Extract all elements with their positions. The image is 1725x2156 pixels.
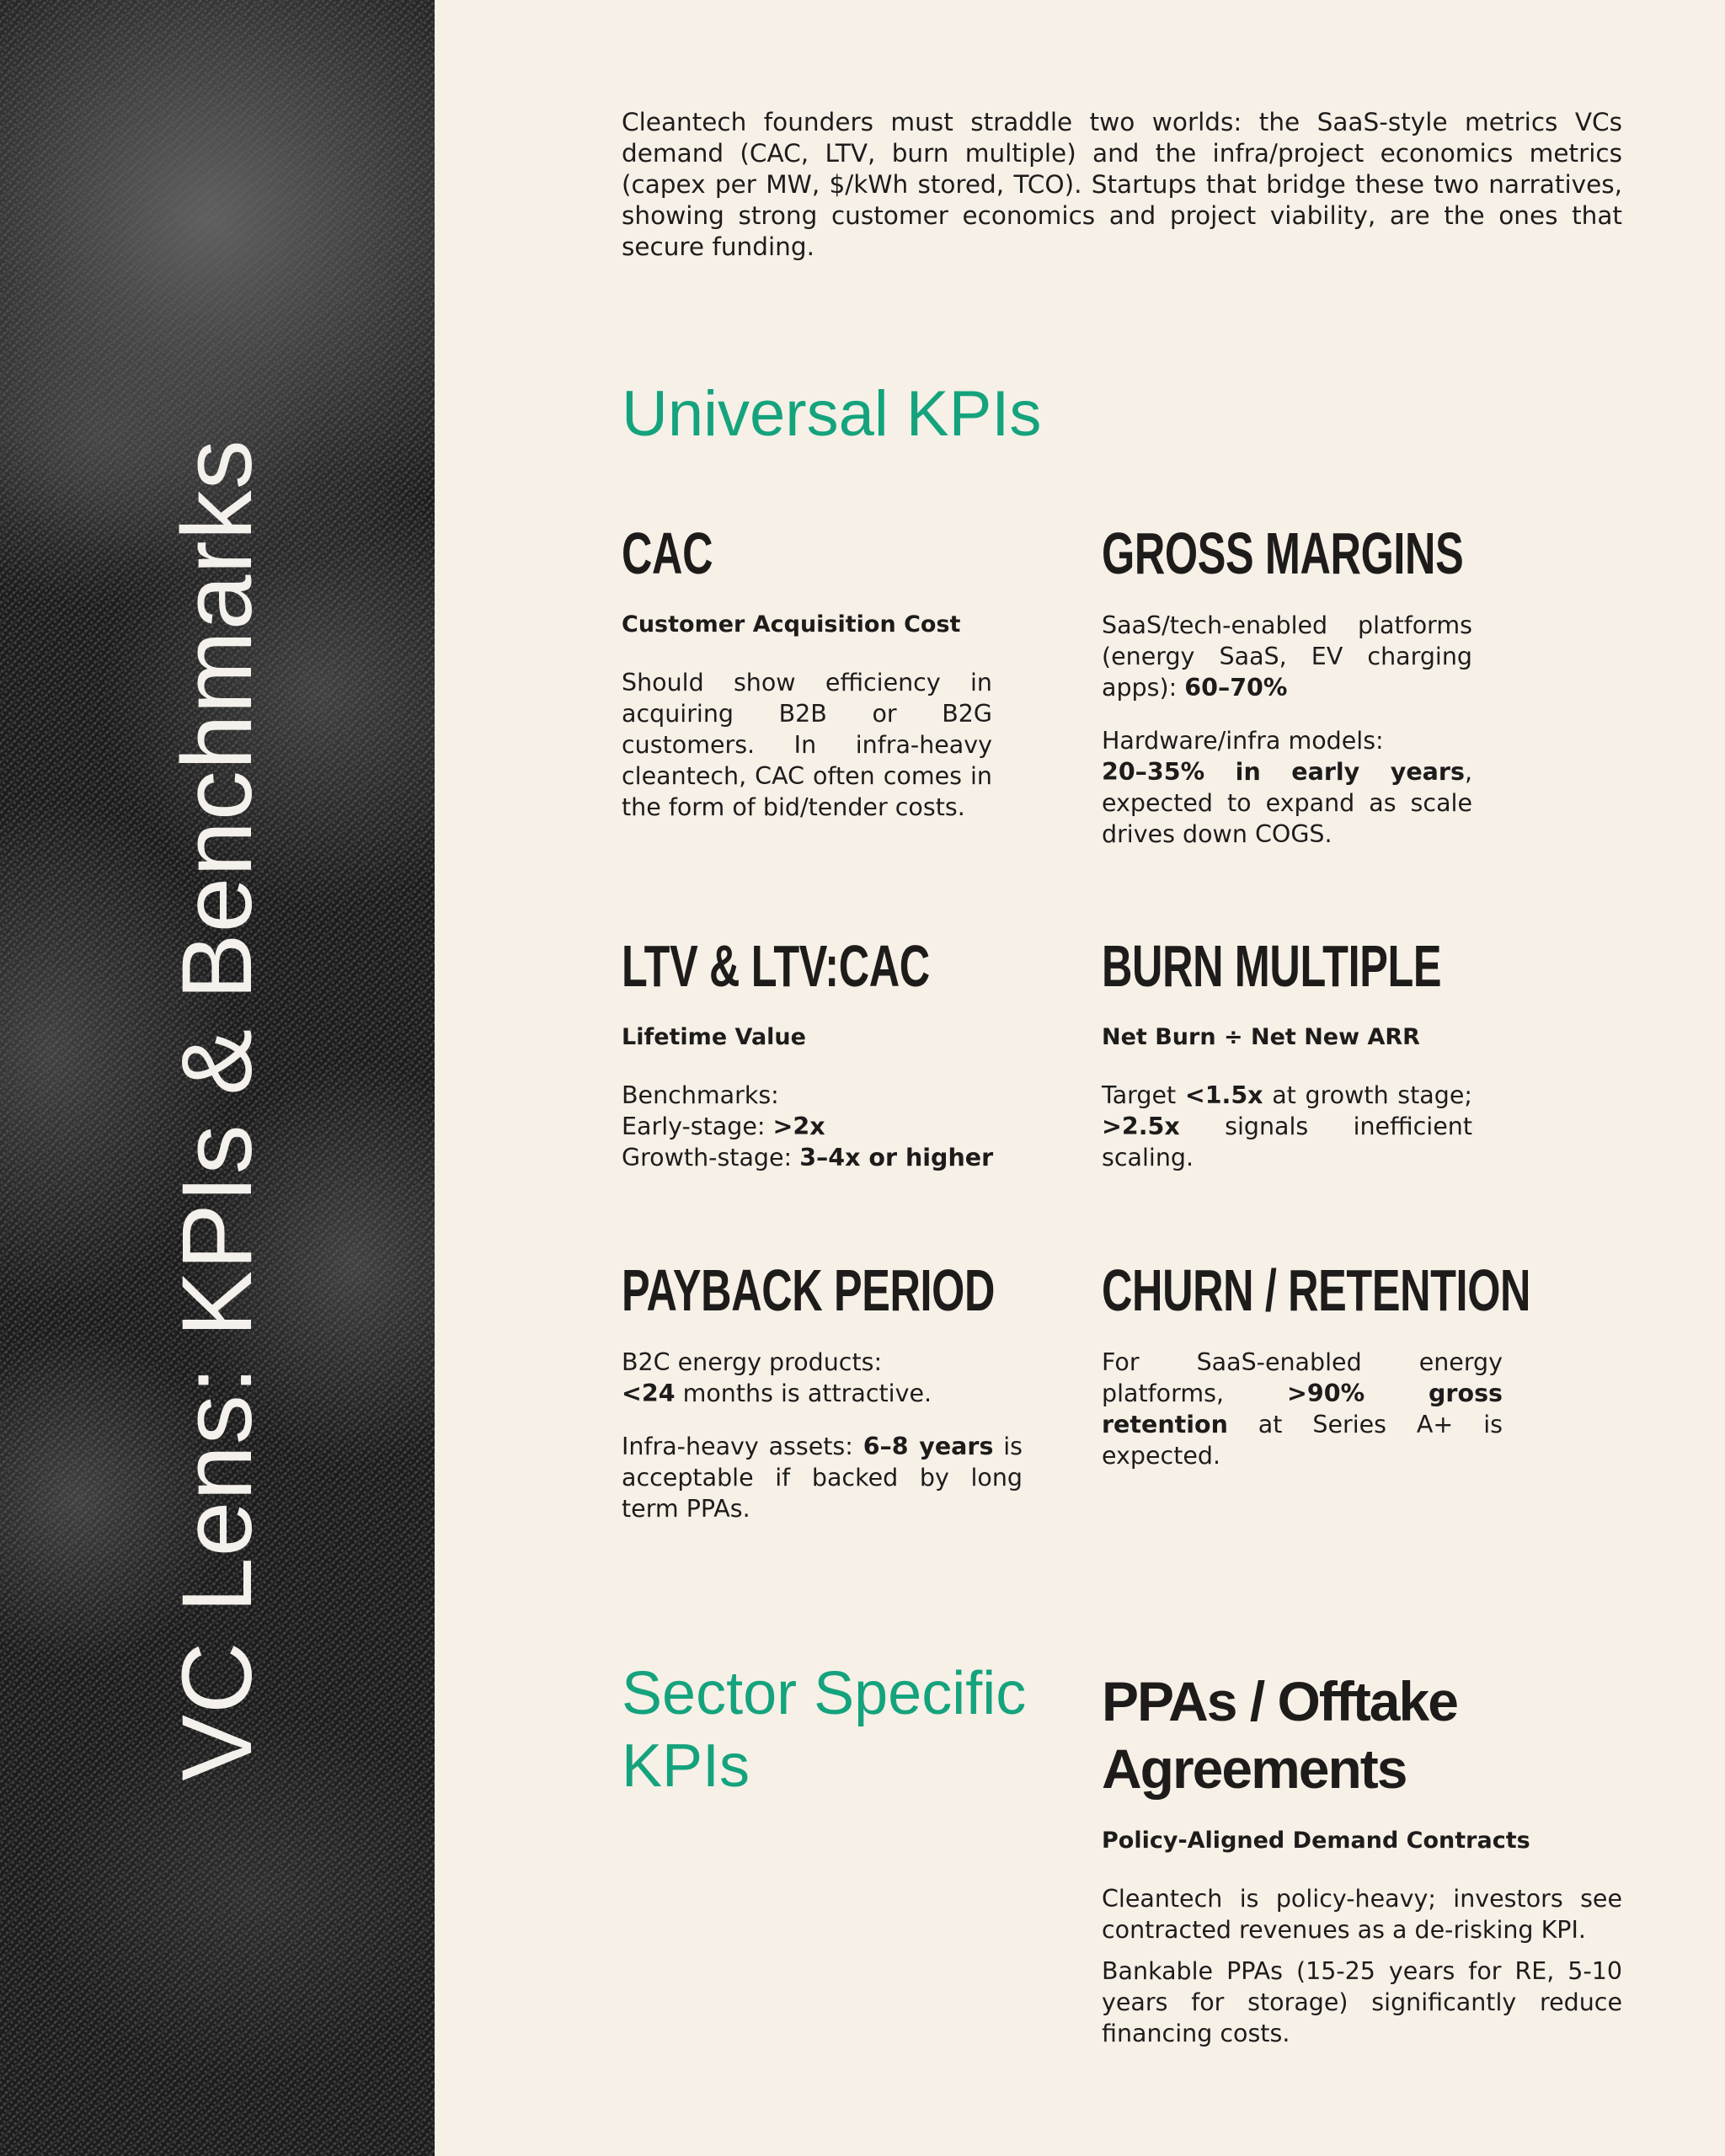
text: Growth-stage: bbox=[622, 1144, 800, 1171]
text: is acceptable if backed by long term PPAs. bbox=[622, 1433, 1023, 1523]
kpi-body bbox=[622, 1431, 1023, 1524]
kpi-body: Bankable PPAs (15-25 years for RE, 5-10 years for storage) significantly reduce financing costs. bbox=[1102, 1957, 1622, 2047]
kpi-body bbox=[1102, 1080, 1472, 1173]
kpi-heading: PAYBACK PERIOD bbox=[622, 1257, 996, 1323]
text: Early-stage: bbox=[622, 1113, 773, 1140]
kpi-body: Should show efficiency in acquiring B2B or B2G customers. In infra-heavy cleantech, CAC often comes in the form of bid/tender costs. bbox=[622, 669, 992, 821]
text: months is attractive. bbox=[675, 1380, 932, 1407]
kpi-body bbox=[622, 1378, 1023, 1409]
kpi-subtitle: Policy-Aligned Demand Contracts bbox=[1102, 1828, 1530, 1854]
kpi-subtitle: Lifetime Value bbox=[622, 1024, 806, 1050]
kpi-burn-multiple bbox=[1102, 933, 1472, 1173]
text: , expected to expand as scale drives down COGS. bbox=[1102, 758, 1472, 848]
kpi-heading: LTV & LTV:CAC bbox=[622, 933, 930, 999]
text: Target bbox=[1102, 1081, 1185, 1109]
value: 60–70% bbox=[1184, 674, 1288, 702]
text: For SaaS-enabled energy platforms, bbox=[1102, 1348, 1503, 1407]
kpi-cac bbox=[622, 520, 992, 823]
universal-kpis-title: Universal KPIs bbox=[622, 378, 1042, 450]
text: at Series A+ is expected. bbox=[1102, 1411, 1503, 1470]
kpi-body: Hardware/infra models: bbox=[1102, 727, 1384, 755]
kpi-subtitle: Customer Acquisition Cost bbox=[622, 611, 961, 638]
text: Infra-heavy assets: bbox=[622, 1433, 863, 1460]
kpi-gross-margins bbox=[1102, 520, 1472, 850]
kpi-body bbox=[622, 1111, 1060, 1142]
value: <24 bbox=[622, 1380, 676, 1407]
kpi-body bbox=[1102, 610, 1472, 703]
intro-paragraph: Cleantech founders must straddle two worlds: the SaaS-style metrics VCs demand (CAC, LTV, burn multiple) and the infra/project economics metrics (capex per MW, $/kWh stored, TCO). Startups that bridge these two narratives, showing strong customer economics and project viability, are the ones that secure funding. bbox=[622, 108, 1622, 261]
sector-kpis-title: Sector Specific KPIs bbox=[622, 1660, 1027, 1800]
kpi-churn-retention bbox=[1102, 1257, 1531, 1471]
kpi-subtitle: Net Burn ÷ Net New ARR bbox=[1102, 1024, 1420, 1050]
text: SaaS/tech-enabled platforms (energy SaaS, EV charging apps): bbox=[1102, 611, 1472, 702]
kpi-heading: CAC bbox=[622, 520, 713, 586]
side-title: VC Lens: KPIs & Benchmarks bbox=[162, 439, 273, 1781]
kpi-body: Cleantech is policy-heavy; investors see contracted revenues as a de-risking KPI. bbox=[1102, 1885, 1622, 1944]
kpi-body bbox=[1102, 756, 1472, 850]
value: >90% gross retention bbox=[1102, 1380, 1503, 1438]
value: 6–8 years bbox=[862, 1433, 994, 1460]
kpi-ppa-offtake bbox=[1102, 1668, 1622, 2049]
kpi-heading: BURN MULTIPLE bbox=[1102, 933, 1442, 999]
kpi-heading: PPAs / Offtake Agreements bbox=[1102, 1670, 1457, 1800]
kpi-body: B2C energy products: bbox=[622, 1348, 883, 1376]
kpi-ltv bbox=[622, 933, 1060, 1173]
kpi-body bbox=[1102, 1347, 1503, 1471]
value: >2.5x bbox=[1102, 1113, 1180, 1140]
value: 3–4x or higher bbox=[799, 1144, 994, 1171]
kpi-heading: CHURN / RETENTION bbox=[1102, 1257, 1531, 1323]
value: >2x bbox=[772, 1113, 825, 1140]
kpi-payback-period bbox=[622, 1257, 1023, 1524]
kpi-body bbox=[622, 1142, 1060, 1173]
value: 20–35% in early years bbox=[1102, 758, 1465, 786]
kpi-body: Benchmarks: bbox=[622, 1081, 779, 1109]
value: <1.5x bbox=[1184, 1081, 1263, 1109]
text: signals inefficient scaling. bbox=[1102, 1113, 1472, 1171]
text: at growth stage; bbox=[1263, 1081, 1472, 1109]
kpi-heading: GROSS MARGINS bbox=[1102, 520, 1464, 586]
side-band bbox=[0, 0, 435, 2156]
